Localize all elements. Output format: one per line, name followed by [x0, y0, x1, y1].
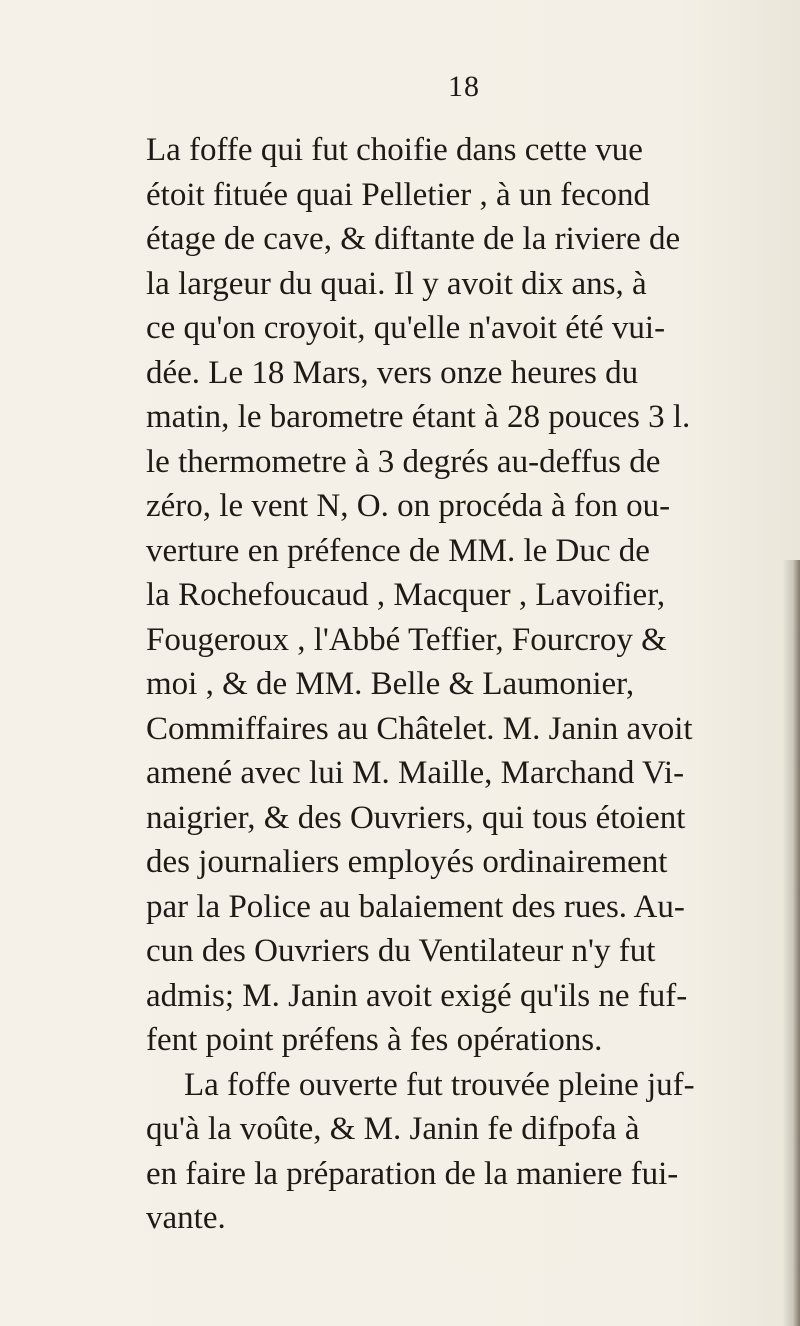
- text-line: en faire la préparation de la maniere fui-: [146, 1155, 679, 1192]
- text-line: moi , & de MM. Belle & Laumonier,: [146, 666, 635, 702]
- text-line: étage de cave, & diftante de la riviere de: [146, 221, 681, 257]
- text-line: le thermometre à 3 degrés au-deffus de: [146, 443, 661, 480]
- text-line: la largeur du quai. Il y avoit dix ans, à: [146, 265, 647, 302]
- text-line: Commiffaires au Châtelet. M. Janin avoit: [146, 710, 693, 747]
- text-line: admis; M. Janin avoit exigé qu'ils ne fuf-: [146, 977, 688, 1014]
- text-line: cun des Ouvriers du Ventilateur n'y fut: [146, 933, 656, 969]
- text-line: Fougeroux , l'Abbé Teffier, Fourcroy &: [146, 621, 667, 658]
- text-line: dée. Le 18 Mars, vers onze heures du: [146, 354, 639, 391]
- text-line: zéro, le vent N, O. on procéda à fon ou-: [146, 488, 671, 524]
- text-line: fent point préfens à fes opérations.: [146, 1022, 603, 1058]
- text-line: naigrier, & des Ouvriers, qui tous étoient: [146, 799, 686, 836]
- text-line: par la Police au balaiement des rues. Au-: [146, 888, 685, 925]
- text-line: matin, le barometre étant à 28 pouces 3 l.: [146, 399, 691, 435]
- text-line: étoit fituée quai Pelletier , à un fecond: [146, 176, 650, 213]
- text-line: qu'à la voûte, & M. Janin fe difpofa à: [146, 1111, 640, 1147]
- text-line: La foffe qui fut choifie dans cette vue: [146, 132, 643, 168]
- text-line: ce qu'on croyoit, qu'elle n'avoit été vui-: [146, 310, 666, 346]
- page-number: 18: [448, 70, 480, 103]
- body-text: [146, 128, 786, 1241]
- text-line: verture en préfence de MM. le Duc de: [146, 532, 650, 569]
- text-line: amené avec lui M. Maille, Marchand Vi-: [146, 755, 685, 791]
- paragraph-start-line: La foffe ouverte fut trouvée pleine juf-: [184, 1066, 695, 1103]
- text-line: vante.: [146, 1200, 226, 1236]
- text-line: la Rochefoucaud , Macquer , Lavoifier,: [146, 577, 666, 613]
- text-line: des journaliers employés ordinairement: [146, 844, 668, 880]
